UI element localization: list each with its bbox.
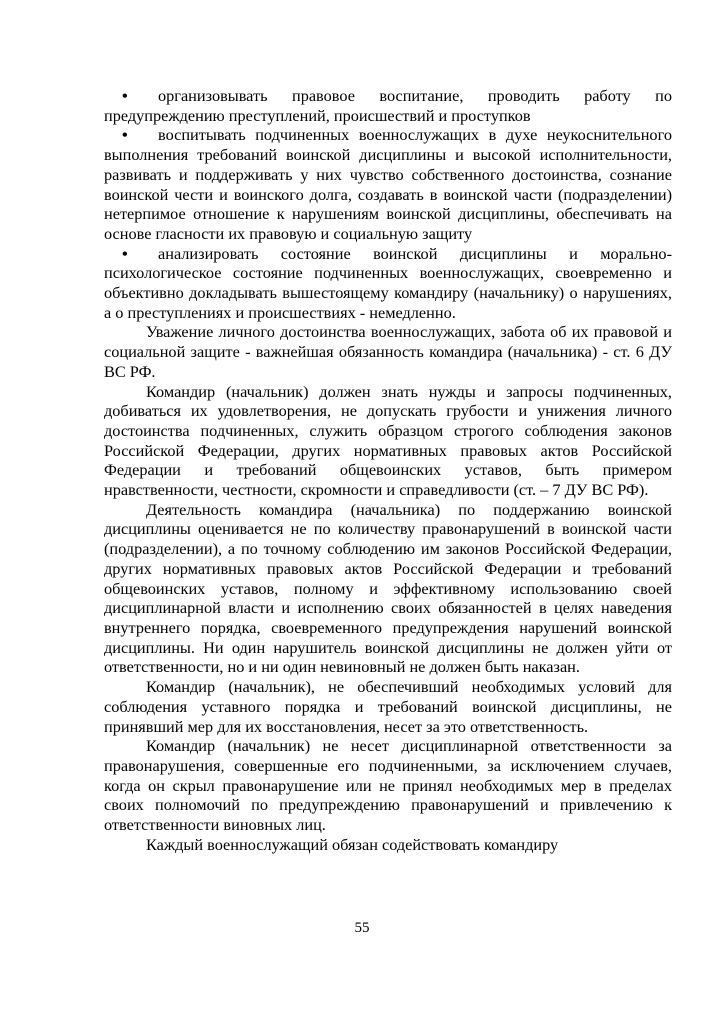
page-number: 55 — [354, 920, 370, 936]
bullet-marker: • — [122, 86, 128, 105]
bullet-text: воспитывать подчиненных военнослужащих в духе неукоснительного выполнения требований воинской дисциплины и высокой исполнительности, развивать и поддерживать у них чувство собственного достоинства, сознание воинской чести и воинского долга, создавать в воинской части (подразделении) нетерпимое отношение к нарушениям воинской дисциплины, обеспечивать на основе гласности их правовую и социальную защиту — [104, 125, 672, 243]
bullet-item — [104, 244, 672, 323]
bullet-text: анализировать состояние воинской дисциплины и морально-психологическое состояние подчиненных военнослужащих, своевременно и объективно докладывать вышестоящему командиру (начальнику) о нарушениях, а о преступлениях и происшествиях - немедленно. — [104, 243, 672, 322]
bullet-marker: • — [122, 125, 128, 145]
paragraph: Уважение личного достоинства военнослужащих, забота об их правовой и социальной защите - важнейшая обязанность командира (начальника) - ст. 6 ДУ ВС РФ. — [104, 322, 672, 381]
document-page — [104, 86, 672, 854]
bullet-item — [104, 125, 672, 243]
bullet-item — [104, 86, 672, 125]
paragraph: Командир (начальник), не обеспечивший необходимых условий для соблюдения уставного порядка и требований воинской дисциплины, не принявший мер для их восстановления, несет за это ответственность. — [104, 677, 672, 736]
paragraph: Командир (начальник) должен знать нужды и запросы подчиненных, добиваться их удовлетворения, не допускать грубости и унижения личного достоинства подчиненных, служить образцом строгого соблюдения законов Российской Федерации, других нормативных правовых актов Российской Федерации и требований общевоинских уставов, быть примером нравственности, честности, скромности и справедливости (ст. – 7 ДУ ВС РФ). — [104, 381, 672, 500]
paragraph: Командир (начальник) не несет дисциплинарной ответственности за правонарушения, совершенные его подчиненными, за исключением случаев, когда он скрыл правонарушение или не принял необходимых мер в пределах своих полномочий по предупреждению правонарушений и привлечению к ответственности виновных лиц. — [104, 736, 672, 835]
paragraph: Каждый военнослужащий обязан содействовать командиру — [146, 834, 559, 854]
bullet-text: организовывать правовое воспитание, проводить работу по предупреждению преступлений, происшествий и проступков — [104, 86, 672, 125]
bullet-marker: • — [122, 243, 128, 263]
paragraph: Деятельность командира (начальника) по поддержанию воинской дисциплины оценивается не по количеству правонарушений в воинской части (подразделении), а по точному соблюдению им законов Российской Федерации, других нормативных правовых актов Российской Федерации и требований общевоинских уставов, полному и эффективному использованию своей дисциплинарной власти и исполнению своих обязанностей в целях наведения внутреннего порядка, своевременного предупреждения нарушений воинской дисциплины. Ни один нарушитель воинской дисциплины не должен уйти от ответственности, но и ни один невиновный не должен быть наказан. — [104, 499, 672, 677]
